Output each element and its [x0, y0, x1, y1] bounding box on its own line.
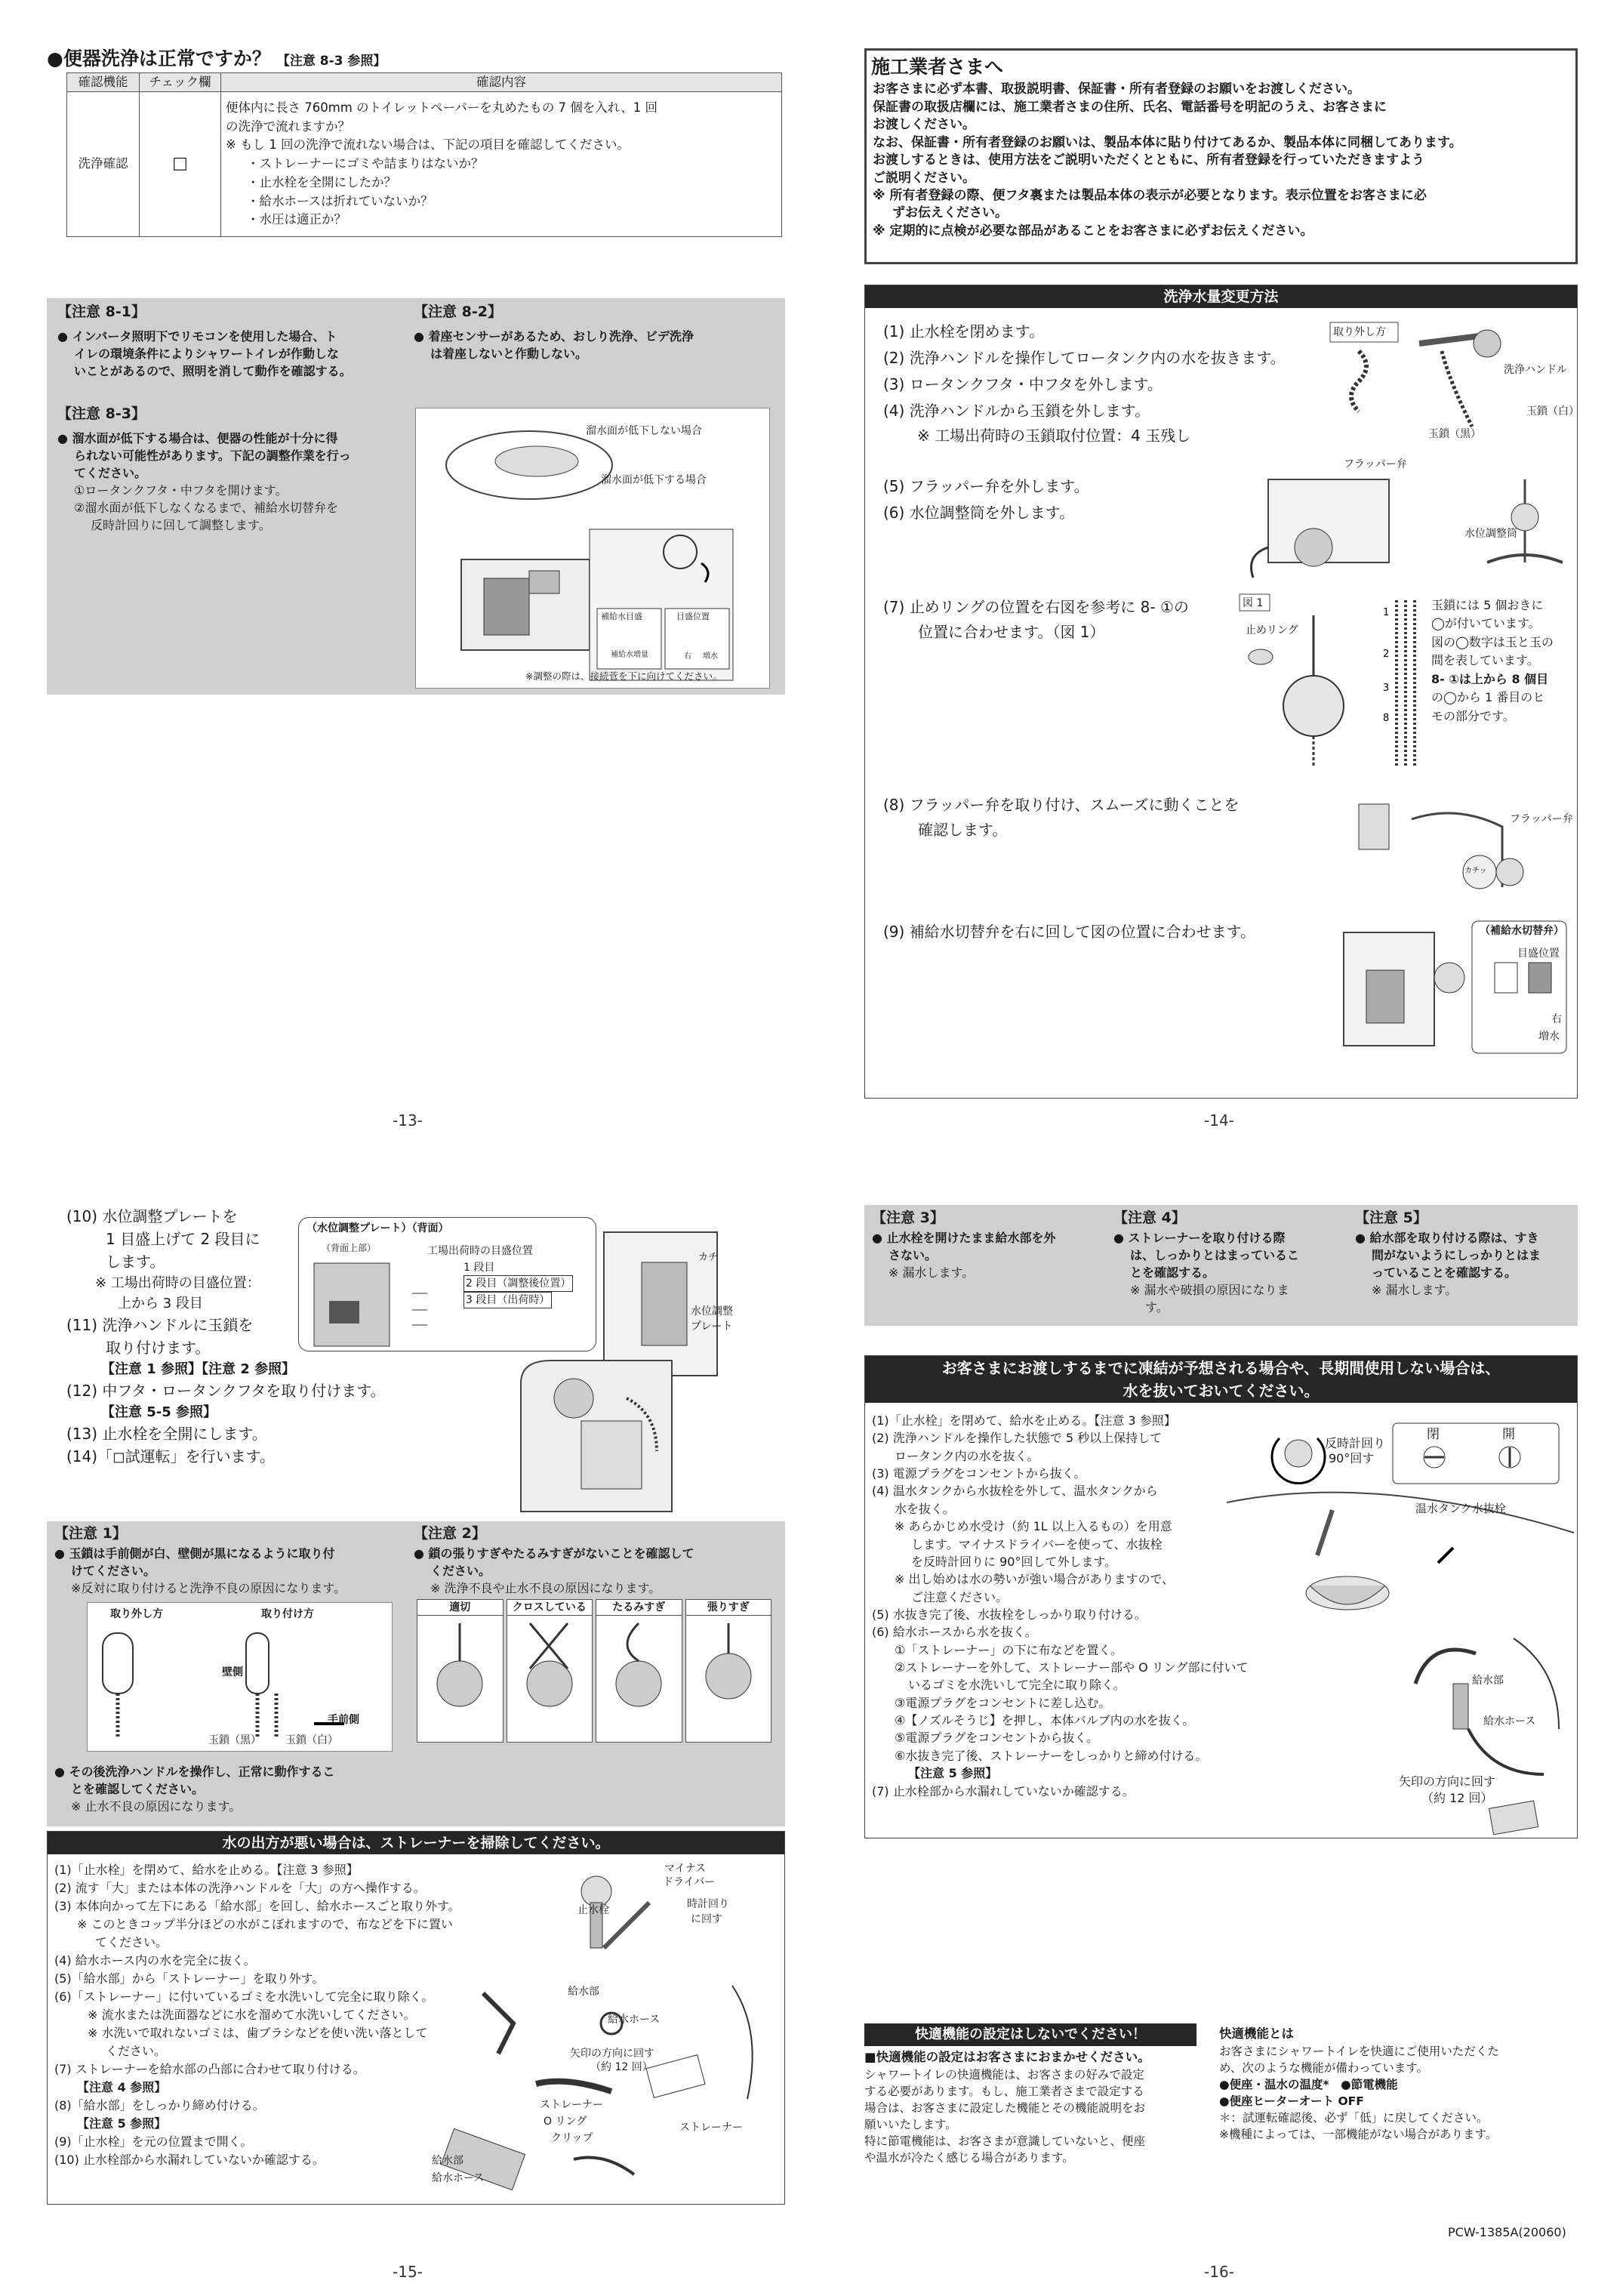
- fig-label-more: 増水: [703, 652, 718, 661]
- label-plate-title: （水位調整プレート）（背面）: [306, 1222, 449, 1234]
- label-strainer-1: ストレーナー: [540, 2099, 603, 2111]
- label-level-plate-1: 水位調整: [691, 1305, 733, 1318]
- page-number-13: -13-: [393, 1111, 423, 1130]
- label-12-turns-2: （約 12 回）: [1421, 1791, 1493, 1805]
- label-stop-valve: 止水栓: [577, 1904, 609, 1916]
- label-level-plate-2: プレート: [691, 1321, 733, 1333]
- label-level-tube: 水位調整筒: [1464, 528, 1517, 540]
- func-cell: 洗浄確認: [67, 91, 140, 236]
- p14-step-7a: (7) 止めリングの位置を右図を参考に 8- ①の: [883, 598, 1189, 616]
- flapper-install-figure: [1351, 797, 1573, 895]
- label-hose-2: 給水ホース: [432, 2172, 485, 2184]
- label-o-ring: O リング: [544, 2116, 587, 2128]
- flapper-remove-figure: [1238, 457, 1570, 585]
- fig-label-scale-pos: 目盛位置: [676, 612, 710, 621]
- p14-step-8a: (8) フラッパー弁を取り付け、スムーズに動くことを: [883, 796, 1240, 814]
- label-strainer-2: ストレーナー: [679, 2122, 743, 2134]
- refill-valve-figure: [1336, 917, 1570, 1057]
- label-hose-3: 給水ホース: [1483, 1715, 1536, 1727]
- p14-step-6: (6) 水位調整筒を外します。: [883, 504, 1075, 522]
- label-c1-install: 取り付け方: [261, 1608, 314, 1620]
- water-level-figure: [415, 408, 770, 689]
- label-right-2: 右: [1551, 1013, 1562, 1025]
- p14-step-4: (4) 洗浄ハンドルから玉鎖を外します。: [883, 402, 1150, 420]
- flapper-illustration: [1238, 457, 1570, 585]
- p14-step-2: (2) 洗浄ハンドルを操作してロータンク内の水を抜きます。: [883, 349, 1286, 367]
- svg-text:3: 3: [1383, 683, 1390, 694]
- label-flush-handle: 洗浄ハンドル: [1504, 364, 1567, 376]
- section-header-flush: 洗浄水量変更方法: [865, 285, 1577, 308]
- p14-step-8b: 確認します。: [918, 821, 1008, 839]
- label-scale-pos-2: 目盛位置: [1517, 948, 1560, 960]
- strainer-steps: (1)「止水栓」を閉めて、給水を止める。【注意 3 参照】 (2) 流す「大」または本体の洗浄ハンドルを「大」の方へ操作する。 (3) 本体向かって左下にある「給水部」を回し、給水ホースごと取り外す。 ※ このときコップ半分ほどの水がこぼれますので、布などを下に置い てください。 (4) 給水ホース内の水を完全に抜く。 (5)「給水部」から「ストレーナー」を取り外す。 (6)「ストレーナー」に付いているゴミを水洗いして完全に取り除く。 ※ 流水または洗面器などに水を溜めて水洗いしてください。 ※ 水洗いで取れないゴミは、歯ブラシなどを使い洗い落として ください。 (7) ストレーナーを給水部の凸部に合わせて取り付ける。 【注意 4 参照】 (8)「給水部」をしっかり締め付ける。 【注意 5 参照】 (9)「止水栓」を元の位置まで開く。 (10) 止水栓部から水漏れしていないか確認する。: [54, 1863, 460, 2167]
- svg-text:2: 2: [1383, 649, 1390, 660]
- fig-label-increase: 補給水増量: [611, 651, 648, 659]
- comfort-title: 快適機能の設定はしないでください！: [864, 2023, 1196, 2046]
- label-increase-2: 増水: [1538, 1031, 1560, 1043]
- page-number-15: -15-: [393, 2263, 423, 2281]
- label-c1-black: 玉鎖（黒）: [208, 1734, 261, 1746]
- fig-label-no-drop: 溜水面が低下しない場合: [586, 425, 702, 437]
- chain-numbers-illustration: [1381, 596, 1427, 770]
- label-c1-white: 玉鎖（白）: [285, 1734, 338, 1746]
- label-arrow-dir: 矢印の方向に回す: [570, 2048, 654, 2060]
- label-level-1: 1 段目: [463, 1262, 495, 1274]
- caution-4: 【注意 4】 ● ストレーナーを取り付ける際 は、しっかりとはまっているこ とを確認する。 ※ 漏水や破損の原因になりま す。: [1113, 1210, 1300, 1315]
- installer-notice: 施工業者さまへ お客さまに必ず本書、取扱説明書、保証書・所有者登録のお願いをお渡しください。 保証書の取扱店欄には、施工業者さまの住所、氏名、電話番号を明記のうえ、お客さまに お渡しください。 なお、保証書・所有者登録のお願いは、製品本体に貼り付けてあるか、製品本体に同梱してあります。 お渡しするときは、使用方法をご説明いただくとともに、所有者登録を行っていただきますよう ご説明ください。 ※ 所有者登録の際、便フタ裏または製品本体の表示が必要となります。表示位置をお客さまに必 ずお伝えください。 ※ 定期的に点検が必要な部品があることをお客さまに必ずお伝えください。: [864, 48, 1578, 264]
- tension-tight: 張りすぎ: [685, 1599, 772, 1743]
- fig-label-scale: 補給水目盛: [601, 612, 642, 621]
- p13-title: ●便器洗浄は正常ですか？ 【注意 8-3 参照】: [47, 48, 387, 69]
- fig-label-right: 右: [684, 652, 691, 661]
- p14-step-1: (1) 止水栓を閉めます。: [883, 322, 1045, 341]
- label-clockwise-1: 時計回り: [687, 1898, 729, 1910]
- freeze-steps: (1)「止水栓」を閉めて、給水を止める。【注意 3 参照】 (2) 洗浄ハンドルを操作した状態で 5 秒以上保持して ロータンク内の水を抜く。 (3) 電源プラグをコンセントから抜く。 (4) 温水タンクから水抜栓を外して、温水タンクから 水を抜く。 ※ あらかじめ水受け（約 1L 以上入るもの）を用意 します。マイナスドライバーを使って、水抜栓 を反時計回りに 90°回して外します。 ※ 出し始めは水の勢いが強い場合がありますので、 ご注意ください。 (5) 水抜き完了後、水抜栓をしっかり取り付ける。 (6) 給水ホースから水を抜く。 ①「ストレーナー」の下に布などを置く。 ②ストレーナーを外して、ストレーナー部や O リング部に付いて いるゴミを水洗いして完全に取り除く。 ③電源プラグをコンセントに差し込む。 ④【ノズルそうじ】を押し、本体バルブ内の水を抜く。 ⑤電源プラグをコンセントから抜く。 ⑥水抜き完了後、ストレーナーをしっかりと締め付ける。 【注意 5 参照】 (7) 止水栓部から水漏れしていないか確認する。: [872, 1413, 1249, 1798]
- caution-1: 【注意 1】 ● 玉鎖は手前側が白、壁側が黒になるように取り付 けてください。 ※反対に取り付けると洗浄不良の原因になります。: [54, 1525, 346, 1595]
- label-fig-1: 図 1: [1243, 597, 1264, 609]
- comfort-functions: 快適機能とは お客さまにシャワートイレを快適にご使用いただくた め、次のような機能が備わっています。 ●便座・温水の温度* ●節電機能 ●便座ヒーターオート OFF ＊：試運転確認後、必ず「低」に戻してください。 ※機種によっては、一部機能がない場合があります。: [1219, 2026, 1499, 2141]
- drain-illustration: [1227, 1412, 1574, 1835]
- label-supply-2: 給水部: [432, 2155, 463, 2167]
- fig-note: ※調整の際は、接続菅を下に向けてください。: [525, 670, 722, 682]
- p14-step-9: (9) 補給水切替弁を右に回して図の位置に合わせます。: [883, 923, 1256, 941]
- p14-step-7b: 位置に合わせます。（図 1）: [918, 623, 1105, 641]
- tension-slack: たるみすぎ: [596, 1599, 682, 1743]
- chain-remove-figure: [1329, 321, 1579, 457]
- label-hose-1: 給水ホース: [608, 2014, 661, 2026]
- label-c1-wall: 壁側: [222, 1666, 243, 1678]
- check-table: [66, 72, 782, 237]
- p14-step-5: (5) フラッパー弁を外します。: [883, 477, 1089, 495]
- p14-step-3: (3) ロータンクフタ・中フタを外します。: [883, 375, 1163, 393]
- th-check: チェック欄: [140, 73, 221, 92]
- checkbox[interactable]: □: [140, 91, 221, 236]
- label-flapper: フラッパー弁: [1344, 458, 1407, 470]
- page-number-14: -14-: [1204, 1111, 1234, 1130]
- ring-float-illustration: [1238, 593, 1381, 766]
- toilet-tank-illustration: [416, 408, 770, 689]
- label-stop-ring: 止めリング: [1246, 624, 1298, 636]
- label-closed: 閉: [1427, 1427, 1440, 1442]
- label-plate-back: （背面上部）: [322, 1243, 377, 1253]
- label-clip: クリップ: [551, 2132, 593, 2144]
- label-remove: 取り外し方: [1333, 326, 1386, 338]
- tension-proper: 適切: [417, 1599, 504, 1743]
- label-chain-black: 玉鎖（黒）: [1428, 428, 1481, 440]
- label-refill-valve: （補給水切替弁）: [1480, 925, 1564, 937]
- label-arrow-dir-2: 矢印の方向に回す: [1399, 1774, 1496, 1789]
- caution-5: 【注意 5】 ● 給水部を取り付ける際は、すき 間がないようにしっかりとはま っていることを確認する。 ※ 漏水します。: [1355, 1210, 1541, 1298]
- fig-label-drop: 溜水面が低下する場合: [601, 474, 707, 486]
- p15-steps: (10) 水位調整プレートを 1 目盛上げて 2 段目に します。 ※ 工場出荷時の目盛位置： 上から 3 段目 (11) 洗浄ハンドルに玉鎖を 取り付けます。 【注意 1 参照】【注意 2 参照】 (12) 中フタ・ロータンクフタを取り付けます。 【注意 5-5 参照】 (13) 止水栓を全開にします。 (14)「◻試運転」を行います。: [66, 1207, 386, 1465]
- chain-numbered-figure: [1381, 596, 1427, 770]
- th-func: 確認機能: [67, 73, 140, 92]
- comfort-sub: ■快適機能の設定はお客さまにおまかせください。: [864, 2050, 1150, 2064]
- label-c1-remove: 取り外し方: [110, 1608, 163, 1620]
- label-drain-plug: 温水タンク水抜栓: [1415, 1502, 1506, 1515]
- chain-note: 玉鎖には 5 個おきに ◯が付いています。 図の◯数字は玉と玉の 間を表しています。 8- ①は上から 8 個目 の◯から 1 番目のヒ モの部分です。: [1431, 598, 1554, 723]
- caution-8-3: 【注意 8-3】 ● 溜水面が低下する場合は、便器の性能が十分に得 られない可能性があります。下記の調整作業を行っ てください。 ①ロータンクフタ・中フタを開けます。 ②溜水面が低下しなくなるまで、補給水切替弁を 反時計回りに回して調整します。: [57, 405, 351, 533]
- drain-figure: [1227, 1412, 1574, 1835]
- tank-plate-illustration: [491, 1217, 785, 1519]
- notice-title: 施工業者さまへ: [871, 56, 1004, 78]
- label-level-3: 3 段目（出荷時）: [463, 1292, 552, 1308]
- section-header-strainer: 水の出方が悪い場合は、ストレーナーを掃除してください。: [48, 1832, 784, 1854]
- label-ccw-1: 反時計回り: [1325, 1436, 1386, 1450]
- chain-tension-grid: [417, 1599, 771, 1743]
- label-driver-1: マイナス: [664, 1863, 707, 1875]
- tension-crossed: クロスしている: [507, 1599, 593, 1743]
- caution-8-2: 【注意 8-2】 ● 着座センサーがあるため、おしり洗浄、ビデ洗浄 は着座しないと作動しない。: [414, 304, 694, 361]
- label-clockwise-2: に回す: [691, 1913, 722, 1925]
- strainer-figure: [423, 1857, 781, 2201]
- page-number-16: -16-: [1204, 2263, 1234, 2281]
- caution-3: 【注意 3】 ● 止水栓を開けたまま給水部を外 さない。 ※ 漏水します。: [872, 1210, 1056, 1280]
- label-plate-default: 工場出荷時の目盛位置: [427, 1245, 533, 1257]
- section-header-freeze: お客さまにお渡しするまでに凍結が予想される場合や、長期間使用しない場合は、 水を抜いておいてください。: [865, 1356, 1577, 1403]
- label-driver-2: ドライバー: [663, 1876, 716, 1888]
- label-click-2: カチ: [698, 1252, 719, 1263]
- plate-tank-figure: [491, 1217, 785, 1519]
- content-cell: 便体内に長さ 760mm のトイレットペーパーを丸めたもの 7 個を入れ、1 回 の洗浄で流れますか？ ※ もし 1 回の洗浄で流れない場合は、下記の項目を確認してください。 ・ストレーナーにゴミや詰まりはないか？ ・止水栓を全開にしたか？ ・給水ホースは折れていないか？ ・水圧は適正か？: [221, 91, 782, 236]
- label-supply-3: 給水部: [1472, 1675, 1504, 1687]
- label-chain-white: 玉鎖（白）: [1526, 405, 1579, 418]
- caution-1-figure: [87, 1602, 393, 1752]
- label-open: 開: [1502, 1427, 1515, 1442]
- svg-text:1: 1: [1383, 607, 1390, 618]
- comfort-box: 快適機能の設定はしないでください！ ■快適機能の設定はお客さまにおまかせください。 シャワートイレの快適機能は、お客さまの好みで設定 する必要があります。もし、施工業者さまで設定する 場合は、お客さまに設定した機能とその機能説明をお 願いいたします。 特に節電機能は、お客さまが意識していないと、便座 や温水が冷たく感じる場合があります。: [864, 2023, 1212, 2174]
- doc-code: PCW-1385A(20060): [1448, 2225, 1566, 2239]
- caution-8-1: 【注意 8-1】 ● インバータ照明下でリモコンを使用した場合、ト イレの環境条件によりシャワートイレが作動しな いことがあるので、照明を消して動作を確認する。: [57, 304, 352, 378]
- th-content: 確認内容: [221, 73, 782, 92]
- label-ccw-2: 90°回す: [1329, 1451, 1375, 1465]
- label-12-turns: （約 12 回）: [590, 2061, 653, 2073]
- caution-2: 【注意 2】 ● 鎖の張りすぎやたるみすぎがないことを確認して ください。 ※ 洗浄不良や止水不良の原因になります。: [414, 1525, 694, 1595]
- label-click: カチッ: [1464, 867, 1487, 875]
- p14-step-4-note: ※ 工場出荷時の玉鎖取付位置：4 玉残し: [917, 427, 1191, 445]
- caution-1-after: ● その後洗浄ハンドルを操作し、正常に動作するこ とを確認してください。 ※ 止水不良の原因になります。: [54, 1764, 335, 1814]
- figure-1: [1238, 593, 1381, 766]
- label-supply-1: 給水部: [568, 1986, 599, 1998]
- label-c1-front: 手前側: [328, 1714, 359, 1726]
- label-level-2: 2 段目（調整後位置）: [463, 1275, 573, 1292]
- label-flapper-2: フラッパー弁: [1510, 813, 1573, 825]
- svg-text:8: 8: [1383, 713, 1390, 724]
